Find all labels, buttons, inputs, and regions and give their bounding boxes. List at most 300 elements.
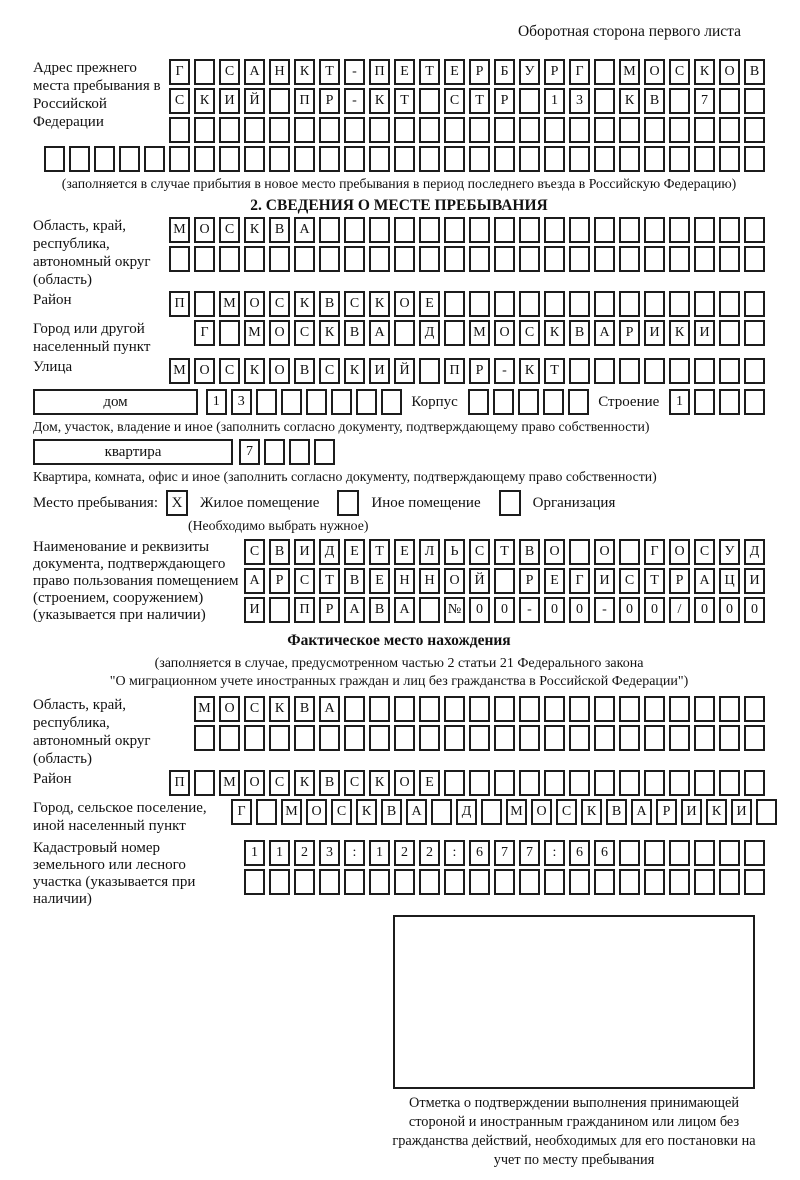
char-cell[interactable]: К bbox=[694, 59, 715, 85]
char-cell[interactable] bbox=[544, 246, 565, 272]
char-cell[interactable]: Р bbox=[269, 568, 290, 594]
char-cell[interactable] bbox=[569, 725, 590, 751]
char-cell[interactable] bbox=[144, 146, 165, 172]
char-cell[interactable]: Р bbox=[319, 88, 340, 114]
char-cell[interactable]: С bbox=[244, 539, 265, 565]
char-cell[interactable] bbox=[519, 725, 540, 751]
char-cell[interactable]: Й bbox=[469, 568, 490, 594]
char-cell[interactable]: А bbox=[394, 597, 415, 623]
char-cell[interactable] bbox=[569, 217, 590, 243]
char-cell[interactable]: Р bbox=[469, 358, 490, 384]
char-cell[interactable] bbox=[369, 869, 390, 895]
char-cell[interactable] bbox=[494, 146, 515, 172]
char-cell[interactable]: И bbox=[694, 320, 715, 346]
char-cell[interactable]: М bbox=[244, 320, 265, 346]
char-cell[interactable] bbox=[419, 117, 440, 143]
char-cell[interactable] bbox=[219, 246, 240, 272]
char-cell[interactable] bbox=[219, 117, 240, 143]
char-cell[interactable] bbox=[469, 117, 490, 143]
char-cell[interactable]: 1 bbox=[244, 840, 265, 866]
char-cell[interactable]: 3 bbox=[231, 389, 252, 415]
char-cell[interactable] bbox=[269, 597, 290, 623]
char-cell[interactable] bbox=[381, 389, 402, 415]
char-cell[interactable]: С bbox=[669, 59, 690, 85]
char-cell[interactable] bbox=[644, 725, 665, 751]
char-cell[interactable]: 0 bbox=[494, 597, 515, 623]
char-cell[interactable]: 2 bbox=[394, 840, 415, 866]
char-cell[interactable]: К bbox=[581, 799, 602, 825]
char-cell[interactable] bbox=[569, 358, 590, 384]
char-cell[interactable] bbox=[694, 246, 715, 272]
char-cell[interactable] bbox=[444, 725, 465, 751]
char-cell[interactable]: Е bbox=[394, 539, 415, 565]
char-cell[interactable]: С bbox=[344, 770, 365, 796]
char-cell[interactable]: Е bbox=[544, 568, 565, 594]
char-cell[interactable] bbox=[44, 146, 65, 172]
char-cell[interactable] bbox=[694, 146, 715, 172]
char-cell[interactable] bbox=[194, 246, 215, 272]
char-cell[interactable]: В bbox=[294, 358, 315, 384]
char-cell[interactable]: Т bbox=[469, 88, 490, 114]
char-cell[interactable]: 0 bbox=[469, 597, 490, 623]
char-cell[interactable]: В bbox=[369, 597, 390, 623]
char-cell[interactable]: - bbox=[344, 88, 365, 114]
char-cell[interactable]: П bbox=[169, 770, 190, 796]
char-cell[interactable]: К bbox=[356, 799, 377, 825]
char-cell[interactable] bbox=[744, 770, 765, 796]
char-cell[interactable]: С bbox=[269, 291, 290, 317]
char-cell[interactable] bbox=[519, 696, 540, 722]
char-cell[interactable]: Г bbox=[231, 799, 252, 825]
char-cell[interactable]: Е bbox=[369, 568, 390, 594]
char-cell[interactable] bbox=[319, 117, 340, 143]
char-cell[interactable]: М bbox=[506, 799, 527, 825]
char-cell[interactable] bbox=[369, 217, 390, 243]
char-cell[interactable]: К bbox=[194, 88, 215, 114]
char-cell[interactable] bbox=[169, 117, 190, 143]
char-cell[interactable] bbox=[494, 217, 515, 243]
char-cell[interactable] bbox=[469, 291, 490, 317]
char-cell[interactable] bbox=[519, 770, 540, 796]
char-cell[interactable]: Г bbox=[169, 59, 190, 85]
char-cell[interactable] bbox=[594, 117, 615, 143]
char-cell[interactable] bbox=[544, 696, 565, 722]
char-cell[interactable]: Т bbox=[544, 358, 565, 384]
char-cell[interactable]: М bbox=[169, 358, 190, 384]
char-cell[interactable] bbox=[219, 725, 240, 751]
char-cell[interactable]: О bbox=[244, 770, 265, 796]
char-cell[interactable]: : bbox=[444, 840, 465, 866]
char-cell[interactable]: О bbox=[594, 539, 615, 565]
char-cell[interactable] bbox=[319, 725, 340, 751]
char-cell[interactable] bbox=[244, 246, 265, 272]
char-cell[interactable] bbox=[594, 358, 615, 384]
char-cell[interactable] bbox=[694, 840, 715, 866]
char-cell[interactable] bbox=[744, 725, 765, 751]
char-cell[interactable] bbox=[594, 770, 615, 796]
char-cell[interactable] bbox=[344, 246, 365, 272]
char-cell[interactable] bbox=[594, 696, 615, 722]
char-cell[interactable]: О bbox=[269, 358, 290, 384]
char-cell[interactable]: 1 bbox=[669, 389, 690, 415]
char-cell[interactable] bbox=[619, 696, 640, 722]
char-cell[interactable]: Е bbox=[394, 59, 415, 85]
char-cell[interactable] bbox=[744, 291, 765, 317]
char-cell[interactable] bbox=[719, 696, 740, 722]
char-cell[interactable] bbox=[619, 840, 640, 866]
char-cell[interactable] bbox=[269, 88, 290, 114]
char-cell[interactable] bbox=[569, 246, 590, 272]
char-cell[interactable] bbox=[544, 725, 565, 751]
char-cell[interactable] bbox=[518, 389, 539, 415]
char-cell[interactable]: К bbox=[269, 696, 290, 722]
checkbox-residential[interactable]: X bbox=[166, 490, 188, 516]
char-cell[interactable]: Р bbox=[469, 59, 490, 85]
char-cell[interactable] bbox=[669, 88, 690, 114]
char-cell[interactable] bbox=[594, 291, 615, 317]
char-cell[interactable]: Р bbox=[319, 597, 340, 623]
char-cell[interactable]: О bbox=[394, 291, 415, 317]
char-cell[interactable] bbox=[344, 725, 365, 751]
char-cell[interactable]: С bbox=[269, 770, 290, 796]
char-cell[interactable]: А bbox=[406, 799, 427, 825]
char-cell[interactable] bbox=[669, 358, 690, 384]
char-cell[interactable]: О bbox=[394, 770, 415, 796]
char-cell[interactable] bbox=[169, 146, 190, 172]
char-cell[interactable]: К bbox=[344, 358, 365, 384]
char-cell[interactable] bbox=[269, 725, 290, 751]
char-cell[interactable] bbox=[194, 725, 215, 751]
char-cell[interactable]: С bbox=[694, 539, 715, 565]
char-cell[interactable]: 0 bbox=[569, 597, 590, 623]
char-cell[interactable]: 2 bbox=[419, 840, 440, 866]
char-cell[interactable]: С bbox=[294, 568, 315, 594]
char-cell[interactable]: 1 bbox=[269, 840, 290, 866]
char-cell[interactable] bbox=[469, 770, 490, 796]
char-cell[interactable] bbox=[419, 869, 440, 895]
char-cell[interactable] bbox=[694, 725, 715, 751]
char-cell[interactable]: Д bbox=[319, 539, 340, 565]
char-cell[interactable]: 1 bbox=[369, 840, 390, 866]
char-cell[interactable] bbox=[519, 217, 540, 243]
char-cell[interactable]: 7 bbox=[519, 840, 540, 866]
char-cell[interactable]: С bbox=[469, 539, 490, 565]
char-cell[interactable] bbox=[644, 840, 665, 866]
char-cell[interactable] bbox=[419, 597, 440, 623]
char-cell[interactable] bbox=[544, 146, 565, 172]
char-cell[interactable]: Н bbox=[394, 568, 415, 594]
char-cell[interactable] bbox=[419, 246, 440, 272]
char-cell[interactable] bbox=[319, 217, 340, 243]
char-cell[interactable]: - bbox=[519, 597, 540, 623]
char-cell[interactable]: О bbox=[194, 358, 215, 384]
char-cell[interactable] bbox=[669, 696, 690, 722]
char-cell[interactable]: У bbox=[719, 539, 740, 565]
char-cell[interactable] bbox=[494, 869, 515, 895]
char-cell[interactable] bbox=[619, 869, 640, 895]
char-cell[interactable]: 2 bbox=[294, 840, 315, 866]
char-cell[interactable] bbox=[444, 117, 465, 143]
char-cell[interactable]: 0 bbox=[719, 597, 740, 623]
char-cell[interactable]: И bbox=[731, 799, 752, 825]
char-cell[interactable] bbox=[194, 291, 215, 317]
char-cell[interactable] bbox=[469, 217, 490, 243]
char-cell[interactable] bbox=[744, 217, 765, 243]
char-cell[interactable]: В bbox=[744, 59, 765, 85]
char-cell[interactable]: К bbox=[369, 88, 390, 114]
char-cell[interactable] bbox=[306, 389, 327, 415]
char-cell[interactable] bbox=[719, 146, 740, 172]
char-cell[interactable]: И bbox=[219, 88, 240, 114]
char-cell[interactable] bbox=[644, 217, 665, 243]
char-cell[interactable]: П bbox=[444, 358, 465, 384]
checkbox-organization[interactable] bbox=[499, 490, 521, 516]
char-cell[interactable] bbox=[194, 770, 215, 796]
char-cell[interactable]: 0 bbox=[744, 597, 765, 623]
char-cell[interactable]: К bbox=[319, 320, 340, 346]
char-cell[interactable] bbox=[469, 246, 490, 272]
char-cell[interactable]: А bbox=[594, 320, 615, 346]
char-cell[interactable] bbox=[694, 291, 715, 317]
char-cell[interactable]: Г bbox=[569, 568, 590, 594]
char-cell[interactable] bbox=[669, 246, 690, 272]
char-cell[interactable]: О bbox=[669, 539, 690, 565]
char-cell[interactable] bbox=[744, 869, 765, 895]
char-cell[interactable] bbox=[194, 146, 215, 172]
char-cell[interactable]: И bbox=[369, 358, 390, 384]
char-cell[interactable] bbox=[619, 217, 640, 243]
char-cell[interactable] bbox=[481, 799, 502, 825]
char-cell[interactable] bbox=[444, 696, 465, 722]
char-cell[interactable] bbox=[719, 117, 740, 143]
char-cell[interactable] bbox=[744, 840, 765, 866]
char-cell[interactable] bbox=[519, 146, 540, 172]
char-cell[interactable]: В bbox=[269, 539, 290, 565]
char-cell[interactable] bbox=[694, 389, 715, 415]
char-cell[interactable] bbox=[94, 146, 115, 172]
char-cell[interactable] bbox=[719, 217, 740, 243]
char-cell[interactable] bbox=[569, 770, 590, 796]
char-cell[interactable] bbox=[219, 146, 240, 172]
char-cell[interactable]: С bbox=[319, 358, 340, 384]
char-cell[interactable] bbox=[494, 117, 515, 143]
char-cell[interactable] bbox=[319, 246, 340, 272]
char-cell[interactable] bbox=[594, 246, 615, 272]
char-cell[interactable]: М bbox=[169, 217, 190, 243]
char-cell[interactable]: С bbox=[619, 568, 640, 594]
char-cell[interactable] bbox=[744, 696, 765, 722]
char-cell[interactable] bbox=[344, 117, 365, 143]
char-cell[interactable]: Д bbox=[744, 539, 765, 565]
char-cell[interactable]: П bbox=[169, 291, 190, 317]
char-cell[interactable]: А bbox=[369, 320, 390, 346]
char-cell[interactable]: М bbox=[219, 291, 240, 317]
char-cell[interactable]: В bbox=[381, 799, 402, 825]
char-cell[interactable]: В bbox=[319, 770, 340, 796]
char-cell[interactable]: И bbox=[681, 799, 702, 825]
char-cell[interactable] bbox=[519, 291, 540, 317]
char-cell[interactable] bbox=[669, 840, 690, 866]
char-cell[interactable] bbox=[419, 217, 440, 243]
char-cell[interactable] bbox=[719, 389, 740, 415]
char-cell[interactable]: П bbox=[294, 597, 315, 623]
char-cell[interactable]: Е bbox=[419, 770, 440, 796]
char-cell[interactable] bbox=[644, 358, 665, 384]
char-cell[interactable]: Р bbox=[544, 59, 565, 85]
char-cell[interactable]: 0 bbox=[619, 597, 640, 623]
char-cell[interactable]: С bbox=[219, 217, 240, 243]
char-cell[interactable] bbox=[219, 320, 240, 346]
char-cell[interactable] bbox=[619, 291, 640, 317]
char-cell[interactable] bbox=[644, 696, 665, 722]
char-cell[interactable]: О bbox=[444, 568, 465, 594]
char-cell[interactable] bbox=[469, 869, 490, 895]
char-cell[interactable]: И bbox=[244, 597, 265, 623]
char-cell[interactable] bbox=[644, 246, 665, 272]
char-cell[interactable] bbox=[594, 217, 615, 243]
char-cell[interactable]: Й bbox=[394, 358, 415, 384]
char-cell[interactable] bbox=[394, 146, 415, 172]
char-cell[interactable]: 3 bbox=[569, 88, 590, 114]
char-cell[interactable]: Н bbox=[269, 59, 290, 85]
char-cell[interactable]: В bbox=[519, 539, 540, 565]
char-cell[interactable]: Г bbox=[194, 320, 215, 346]
char-cell[interactable]: : bbox=[344, 840, 365, 866]
char-cell[interactable] bbox=[644, 869, 665, 895]
char-cell[interactable] bbox=[289, 439, 310, 465]
char-cell[interactable]: В bbox=[569, 320, 590, 346]
char-cell[interactable]: 1 bbox=[544, 88, 565, 114]
char-cell[interactable] bbox=[444, 217, 465, 243]
char-cell[interactable] bbox=[494, 568, 515, 594]
char-cell[interactable]: Е bbox=[444, 59, 465, 85]
char-cell[interactable] bbox=[669, 869, 690, 895]
char-cell[interactable]: Б bbox=[494, 59, 515, 85]
char-cell[interactable] bbox=[744, 246, 765, 272]
char-cell[interactable] bbox=[619, 117, 640, 143]
char-cell[interactable]: Р bbox=[656, 799, 677, 825]
char-cell[interactable] bbox=[244, 725, 265, 751]
char-cell[interactable]: Л bbox=[419, 539, 440, 565]
char-cell[interactable]: К bbox=[244, 358, 265, 384]
char-cell[interactable] bbox=[719, 88, 740, 114]
char-cell[interactable] bbox=[319, 869, 340, 895]
char-cell[interactable] bbox=[294, 117, 315, 143]
char-cell[interactable] bbox=[669, 291, 690, 317]
char-cell[interactable]: 6 bbox=[594, 840, 615, 866]
char-cell[interactable]: Т bbox=[644, 568, 665, 594]
char-cell[interactable] bbox=[344, 696, 365, 722]
char-cell[interactable]: С bbox=[169, 88, 190, 114]
char-cell[interactable] bbox=[744, 88, 765, 114]
char-cell[interactable] bbox=[294, 146, 315, 172]
char-cell[interactable]: / bbox=[669, 597, 690, 623]
char-cell[interactable] bbox=[544, 117, 565, 143]
char-cell[interactable] bbox=[544, 291, 565, 317]
char-cell[interactable] bbox=[569, 117, 590, 143]
char-cell[interactable]: С bbox=[556, 799, 577, 825]
char-cell[interactable] bbox=[269, 117, 290, 143]
char-cell[interactable]: Н bbox=[419, 568, 440, 594]
char-cell[interactable] bbox=[519, 869, 540, 895]
char-cell[interactable] bbox=[444, 869, 465, 895]
char-cell[interactable]: К bbox=[544, 320, 565, 346]
char-cell[interactable] bbox=[694, 869, 715, 895]
char-cell[interactable]: К bbox=[669, 320, 690, 346]
char-cell[interactable] bbox=[469, 725, 490, 751]
char-cell[interactable] bbox=[594, 146, 615, 172]
char-cell[interactable] bbox=[344, 869, 365, 895]
char-cell[interactable]: А bbox=[244, 568, 265, 594]
char-cell[interactable]: К bbox=[619, 88, 640, 114]
char-cell[interactable] bbox=[369, 146, 390, 172]
char-cell[interactable] bbox=[494, 291, 515, 317]
char-cell[interactable] bbox=[544, 217, 565, 243]
char-cell[interactable]: М bbox=[469, 320, 490, 346]
char-cell[interactable]: К bbox=[244, 217, 265, 243]
char-cell[interactable]: М bbox=[194, 696, 215, 722]
char-cell[interactable]: 7 bbox=[239, 439, 260, 465]
char-cell[interactable] bbox=[594, 869, 615, 895]
char-cell[interactable] bbox=[169, 246, 190, 272]
char-cell[interactable]: О bbox=[544, 539, 565, 565]
char-cell[interactable]: С bbox=[519, 320, 540, 346]
char-cell[interactable] bbox=[494, 725, 515, 751]
char-cell[interactable]: О bbox=[719, 59, 740, 85]
char-cell[interactable] bbox=[519, 88, 540, 114]
char-cell[interactable]: С bbox=[344, 291, 365, 317]
char-cell[interactable] bbox=[256, 799, 277, 825]
char-cell[interactable] bbox=[419, 146, 440, 172]
char-cell[interactable]: О bbox=[644, 59, 665, 85]
char-cell[interactable] bbox=[444, 291, 465, 317]
char-cell[interactable]: О bbox=[306, 799, 327, 825]
char-cell[interactable] bbox=[269, 146, 290, 172]
char-cell[interactable]: В bbox=[606, 799, 627, 825]
char-cell[interactable]: Р bbox=[519, 568, 540, 594]
char-cell[interactable] bbox=[494, 696, 515, 722]
char-cell[interactable]: Ь bbox=[444, 539, 465, 565]
char-cell[interactable]: С bbox=[444, 88, 465, 114]
char-cell[interactable] bbox=[694, 770, 715, 796]
char-cell[interactable] bbox=[694, 117, 715, 143]
char-cell[interactable] bbox=[444, 770, 465, 796]
char-cell[interactable] bbox=[594, 88, 615, 114]
char-cell[interactable] bbox=[669, 217, 690, 243]
char-cell[interactable]: Ц bbox=[719, 568, 740, 594]
char-cell[interactable]: О bbox=[219, 696, 240, 722]
char-cell[interactable]: 0 bbox=[644, 597, 665, 623]
char-cell[interactable] bbox=[369, 725, 390, 751]
char-cell[interactable] bbox=[394, 217, 415, 243]
char-cell[interactable] bbox=[694, 358, 715, 384]
char-cell[interactable] bbox=[244, 146, 265, 172]
char-cell[interactable] bbox=[194, 117, 215, 143]
char-cell[interactable] bbox=[619, 725, 640, 751]
char-cell[interactable] bbox=[369, 696, 390, 722]
char-cell[interactable] bbox=[544, 869, 565, 895]
char-cell[interactable] bbox=[619, 358, 640, 384]
char-cell[interactable] bbox=[669, 770, 690, 796]
char-cell[interactable]: В bbox=[644, 88, 665, 114]
char-cell[interactable]: Й bbox=[244, 88, 265, 114]
char-cell[interactable] bbox=[431, 799, 452, 825]
char-cell[interactable]: Р bbox=[619, 320, 640, 346]
char-cell[interactable] bbox=[331, 389, 352, 415]
char-cell[interactable]: И bbox=[744, 568, 765, 594]
char-cell[interactable]: С bbox=[294, 320, 315, 346]
char-cell[interactable]: Г bbox=[569, 59, 590, 85]
